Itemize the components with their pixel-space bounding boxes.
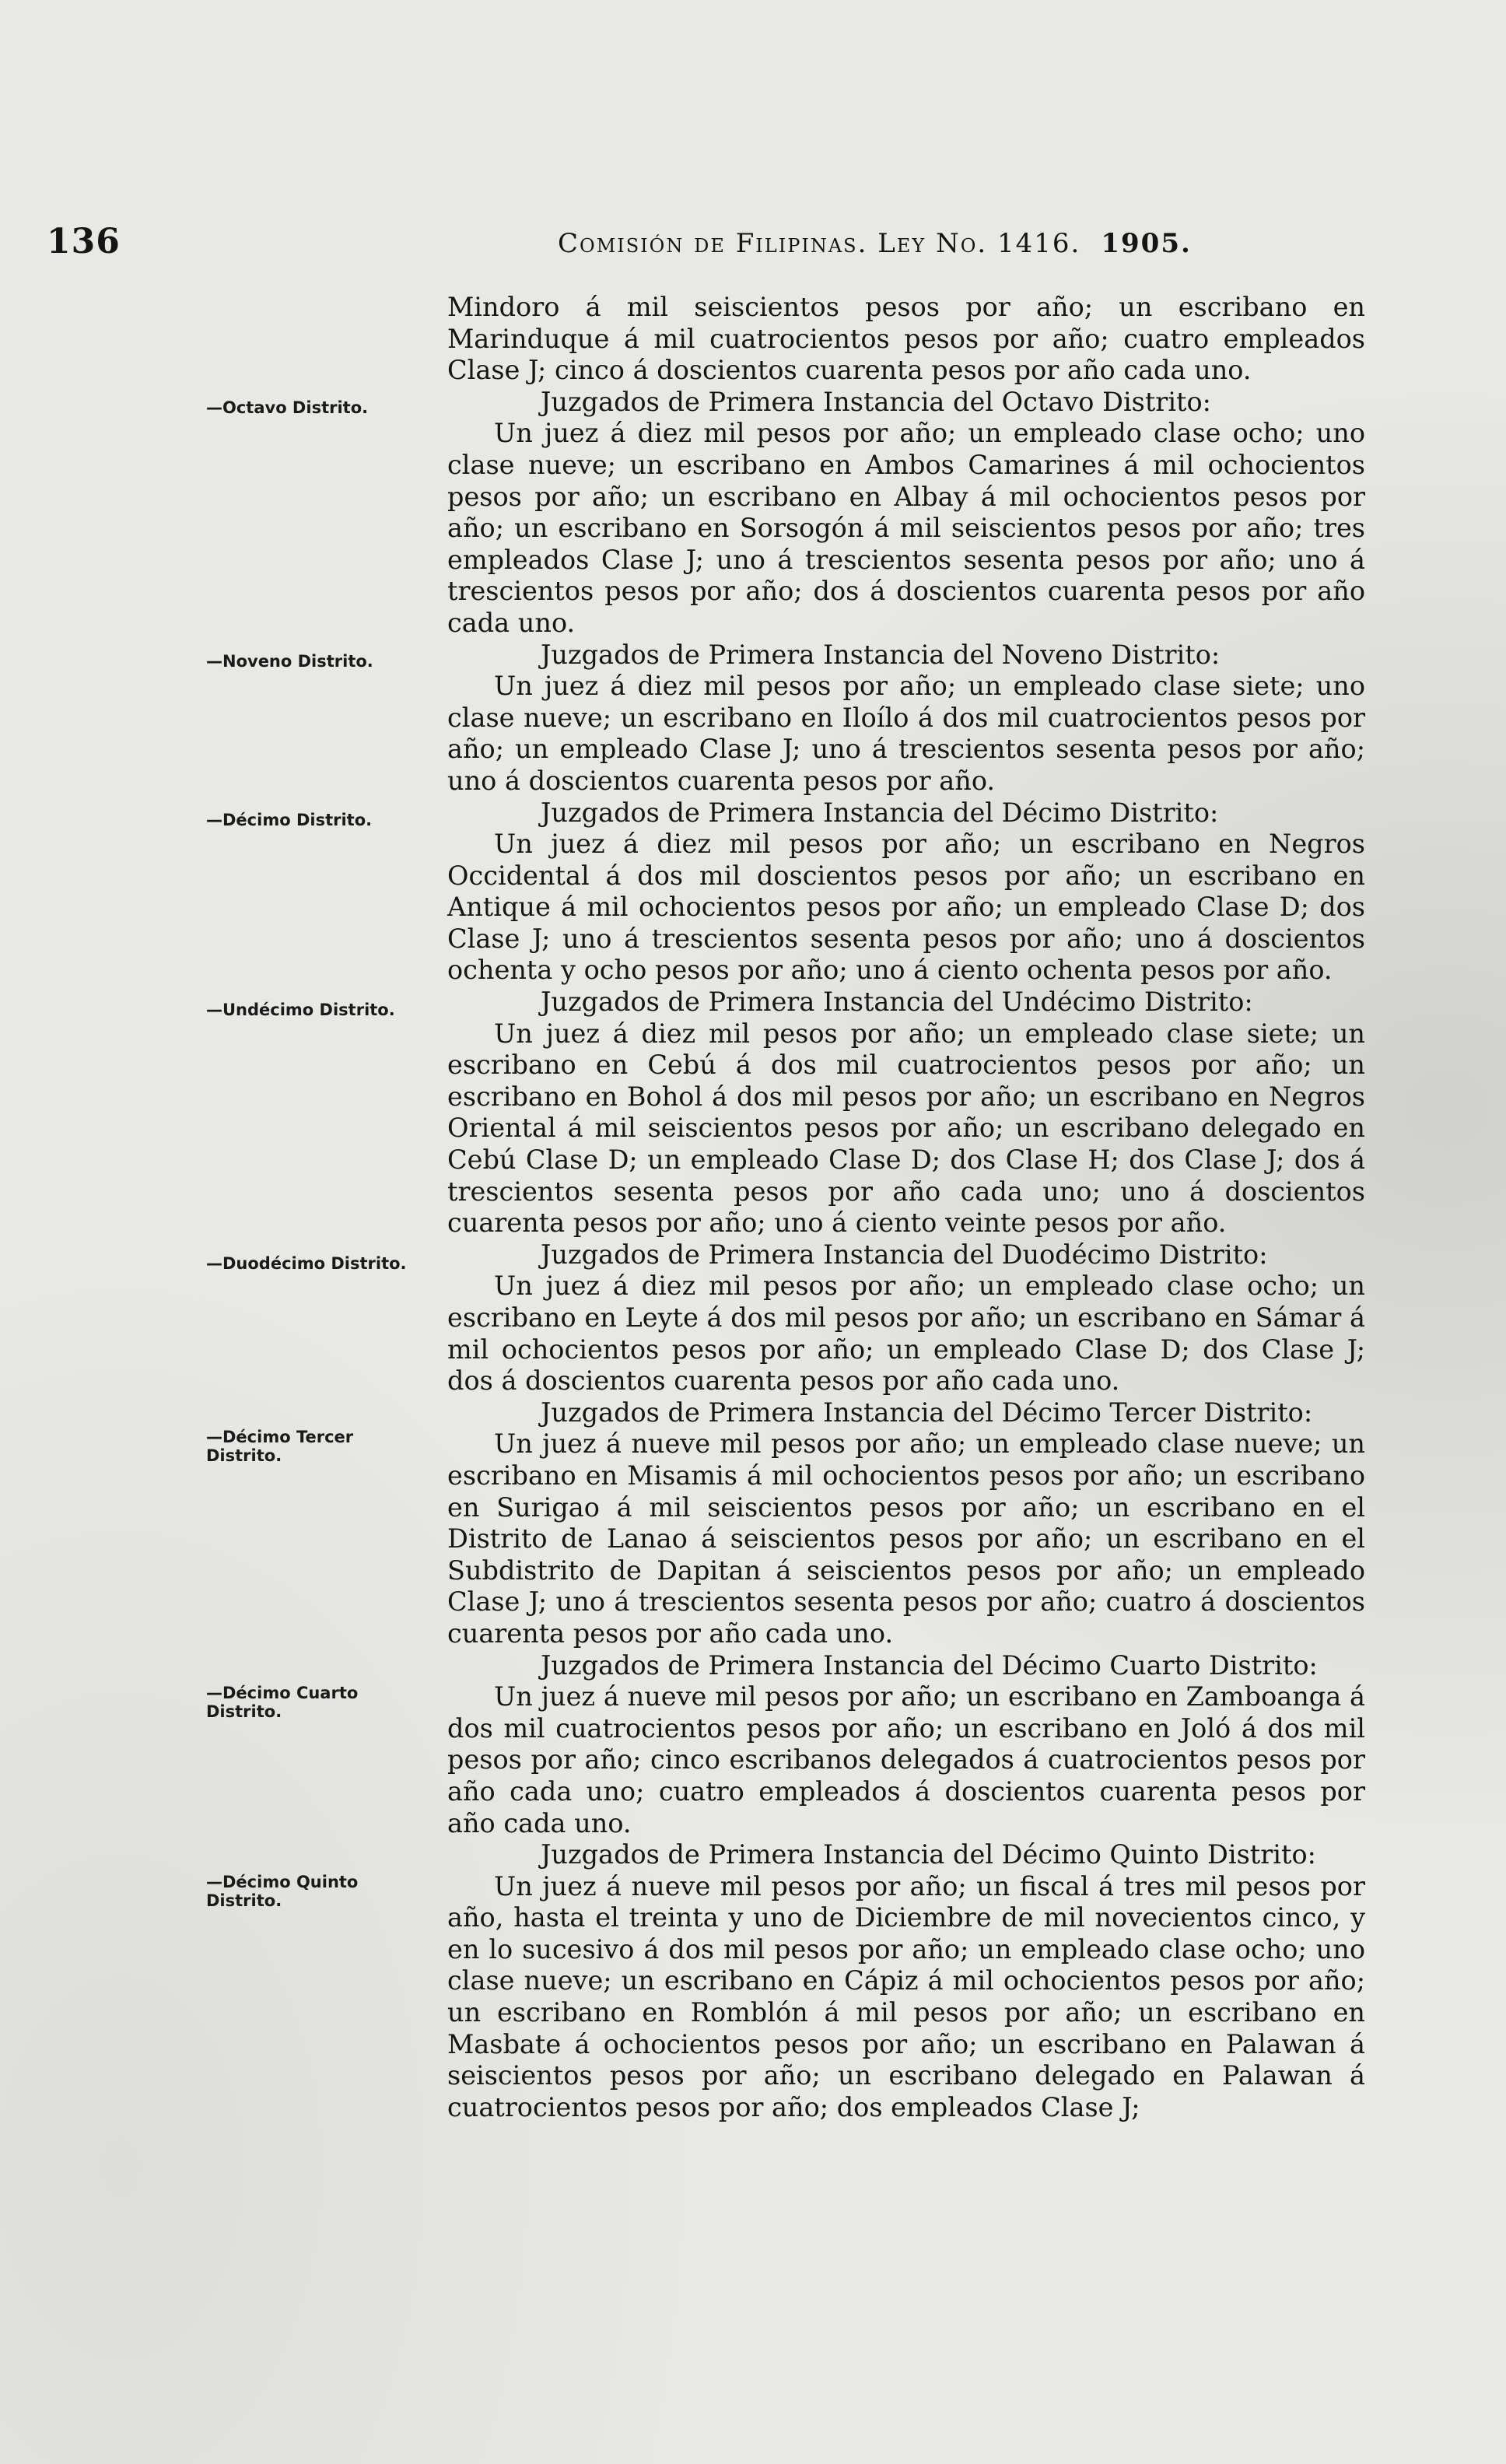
sidenote-noveno-distrito: —Noveno Distrito. <box>206 652 373 671</box>
section-heading-decimo-tercer: Juzgados de Primera Instancia del Décimo Tercer Distrito: <box>541 1397 1313 1428</box>
paragraph-continuation: Mindoro á mil seiscientos pesos por año; un escribano en Marinduque á mil cuatrocientos pesos por año; cuatro empleados Clase J; cinco á doscientos cuarenta pesos por año cada uno. <box>447 292 1365 386</box>
page-number: 136 <box>47 222 121 261</box>
running-head-year: 1905. <box>1101 228 1192 259</box>
sidenote-decimo-tercer-distrito: —Décimo Tercer Distrito. <box>206 1428 354 1465</box>
section-heading-decimo: Juzgados de Primera Instancia del Décimo Distrito: <box>541 797 1219 828</box>
section-heading-octavo: Juzgados de Primera Instancia del Octavo Distrito: <box>541 386 1211 417</box>
sidenote-decimo-distrito: —Décimo Distrito. <box>206 811 373 829</box>
paragraph-decimo-tercer: Un juez á nueve mil pesos por año; un empleado clase nueve; un escribano en Misamis á mil ochocientos pesos por año; un escribano en Surigao á mil seiscientos pesos por año; un escribano en el Distrito de Lanao á seiscientos pesos por año; un escribano en el Subdistrito de Dapitan á seiscientos pesos por año; un empleado Clase J; uno á trescientos sesenta pesos por año; cuatro á doscientos cuarenta pesos por año cada uno. <box>447 1428 1365 1649</box>
running-head <box>558 228 1192 259</box>
body-text <box>447 292 1365 2123</box>
paragraph-decimo-quinto: Un juez á nueve mil pesos por año; un fiscal á tres mil pesos por año, hasta el treinta y uno de Diciembre de mil novecientos cinco, y en lo sucesivo á dos mil pesos por año; un empleado clase ocho; uno clase nueve; un escribano en Cápiz á mil ochocientos pesos por año; un escribano en Romblón á mil pesos por año; un escribano en Masbate á ochocientos pesos por año; un escribano en Palawan á seiscientos pesos por año; un escribano delegado en Palawan á cuatrocientos pesos por año; dos empleados Clase J; <box>447 1870 1365 2122</box>
sidenote-decimo-quinto-distrito: —Décimo Quinto Distrito. <box>206 1873 359 1910</box>
section-heading-decimo-quinto: Juzgados de Primera Instancia del Décimo Quinto Distrito: <box>541 1839 1316 1870</box>
section-heading-undecimo: Juzgados de Primera Instancia del Undécimo Distrito: <box>541 987 1253 1018</box>
paragraph-duodecimo: Un juez á diez mil pesos por año; un empleado clase ocho; un escribano en Leyte á dos mil pesos por año; un escribano en Sámar á mil ochocientos pesos por año; un empleado Clase D; dos Clase J; dos á doscientos cuarenta pesos por año cada uno. <box>447 1271 1365 1397</box>
paragraph-octavo: Un juez á diez mil pesos por año; un empleado clase ocho; uno clase nueve; un escribano en Ambos Camarines á mil ochocientos pesos por año; un escribano en Albay á mil ochocientos pesos por año; un escribano en Sorsogón á mil seiscientos pesos por año; tres empleados Clase J; uno á trescientos sesenta pesos por año; uno á trescientos pesos por año; dos á doscientos cuarenta pesos por año cada uno. <box>447 418 1365 638</box>
paragraph-noveno: Un juez á diez mil pesos por año; un empleado clase siete; uno clase nueve; un escribano en Iloílo á dos mil cuatrocientos pesos por año; un empleado Clase J; uno á trescientos sesenta pesos por año; uno á doscientos cuarenta pesos por año. <box>447 671 1365 796</box>
sidenote-undecimo-distrito: —Undécimo Distrito. <box>206 1001 395 1019</box>
sidenote-octavo-distrito: —Octavo Distrito. <box>206 398 369 417</box>
section-heading-decimo-cuarto: Juzgados de Primera Instancia del Décimo Cuarto Distrito: <box>541 1649 1318 1681</box>
sidenote-decimo-cuarto-distrito: —Décimo Cuarto Distrito. <box>206 1684 359 1721</box>
paragraph-decimo-cuarto: Un juez á nueve mil pesos por año; un escribano en Zamboanga á dos mil cuatrocientos pesos por año; un escribano en Joló á dos mil pesos por año; cinco escribanos delegados á cuatrocientos pesos por año cada uno; cuatro empleados á doscientos cuarenta pesos por año cada uno. <box>447 1681 1365 1838</box>
section-heading-noveno: Juzgados de Primera Instancia del Noveno Distrito: <box>541 639 1221 670</box>
paragraph-undecimo: Un juez á diez mil pesos por año; un empleado clase siete; un escribano en Cebú á dos mil cuatrocientos pesos por año; un escribano en Bohol á dos mil pesos por año; un escribano en Negros Oriental á mil seiscientos pesos por año; un escribano delegado en Cebú Clase D; un empleado Clase D; dos Clase H; dos Clase J; dos á trescientos sesenta pesos por año cada uno; uno á doscientos cuarenta pesos por año; uno á ciento veinte pesos por año. <box>447 1018 1365 1239</box>
running-head-title: Comisión de Filipinas. Ley No. 1416. <box>558 228 1081 259</box>
sidenote-duodecimo-distrito: —Duodécimo Distrito. <box>206 1254 407 1273</box>
section-heading-duodecimo: Juzgados de Primera Instancia del Duodécimo Distrito: <box>541 1239 1268 1270</box>
page-header <box>47 222 1260 268</box>
paragraph-decimo: Un juez á diez mil pesos por año; un escribano en Negros Occidental á dos mil doscientos pesos por año; un escribano en Antique á mil ochocientos pesos por año; un empleado Clase D; dos Clase J; uno á trescientos sesenta pesos por año; uno á doscientos ochenta y ocho pesos por año; uno á ciento ochenta pesos por año. <box>447 829 1365 986</box>
